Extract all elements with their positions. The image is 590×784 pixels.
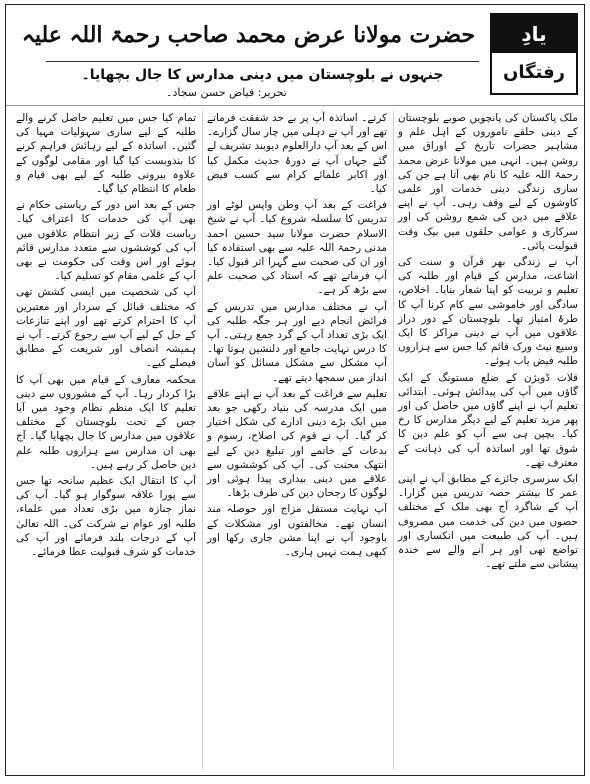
article-subtitle: جنہوں نے بلوچستان میں دینی مدارس کا جال بچھایا۔ xyxy=(46,61,479,86)
paragraph: ملک پاکستان کی پانچویں صوبے بلوچستان کے دینی حلقے ناموروں کے اہل علم و مشاہیر حضرات تاریخ کے اوراق میں روشن ہیں۔ انہی میں مولانا عرض محمد رحمۃ اللہ علیہ کا نام بھی آتا ہے جن کی ساری زندگی دینی خدمات اور علمی کاوشوں کے لیے وقف رہی۔ آپ نے اپنے علاقے میں دین کی شمع روشن کی اور سرکاری و عوامی حلقوں میں بیک وقت قبولیت پائی۔ xyxy=(398,112,578,252)
paragraph: تمام کیا جس میں تعلیم حاصل کرنے والے طلبہ کے لیے ساری سہولیات مہیا کی گئیں۔ اساتذہ کے لیے رہائش فراہم کرنے کا بندوبست کیا گیا اور مقامی لوگوں کے علاوہ بیرونی طلبہ کے لیے بھی قیام و طعام کا انتظام کیا گیا۔ xyxy=(16,112,196,196)
paragraph: جس کے بعد اس دور کے ریاستی حکام نے بھی آپ کی خدمات کا اعتراف کیا۔ ریاست قلات کے زیر انتظام علاقوں میں آپ کی کوششوں سے متعدد مدارس قائم ہوئے اور اس وقت کی حکومت نے بھی آپ کے علمی مقام کو تسلیم کیا۔ xyxy=(16,199,196,283)
masthead xyxy=(6,5,584,106)
paragraph: ایک سرسری جائزے کے مطابق آپ نے اپنی عمر کا بیشتر حصہ تدریس میں گزارا۔ آپ کے شاگرد آج بھی ملک کے مختلف حصوں میں دین کی خدمت میں مصروف ہیں۔ آپ کی طبیعت میں انکساری اور تواضع تھی اور ہر آنے والے سے خندہ پیشانی سے ملتے تھے۔ xyxy=(398,473,578,571)
article-page xyxy=(5,4,585,776)
article-column-3 xyxy=(12,111,196,769)
article-byline: تحریر: فیاض حسن سجاد۔ xyxy=(166,86,287,99)
paragraph: محکمہ معارف کے قیام میں بھی آپ کا بڑا کردار رہا۔ آپ کے مشوروں سے دینی تعلیم کا ایک منظم نظام وجود میں آیا جس کے تحت بلوچستان کے مختلف علاقوں میں مدارس کا جال بچھایا گیا۔ آج بھی ان مدارس سے ہزاروں طلبہ علم دین حاصل کر رہے ہیں۔ xyxy=(16,373,196,471)
badge-bottom-text: رفتگاں xyxy=(502,62,566,83)
article-column-2 xyxy=(202,111,387,769)
section-badge xyxy=(490,13,578,95)
paragraph: آپ کا انتقال ایک عظیم سانحہ تھا جس سے پورا علاقہ سوگوار ہو گیا۔ آپ کی نماز جنازہ میں بڑی تعداد میں علماء، طلبہ اور عوام نے شرکت کی۔ اللہ تعالیٰ آپ کے درجات بلند فرمائے اور آپ کی خدمات کو شرف قبولیت عطا فرمائے۔ xyxy=(16,475,196,559)
badge-top-text: یادِ xyxy=(492,15,576,53)
paragraph: آپ نے مختلف مدارس میں تدریس کے فرائض انجام دیے اور ہر جگہ طلبہ کی ایک بڑی تعداد آپ کے گرد جمع رہتی۔ آپ کا درس نہایت جامع اور دلنشین ہوتا تھا۔ آپ مشکل سے مشکل مسائل کو آسان انداز میں سمجھا دیتے تھے۔ xyxy=(207,300,387,384)
paragraph: آپ نے زندگی بھر قرآن و سنت کی اشاعت، مدارس کے قیام اور طلبہ کی تعلیم و تربیت کو اپنا شعار بنایا۔ اخلاص، سادگی اور خاموشی سے کام کرنا آپ کا طرۂ امتیاز تھا۔ بلوچستان کے دور دراز علاقوں میں آپ نے دینی مراکز کا ایک وسیع نیٹ ورک قائم کیا جس سے ہزاروں طلبہ فیض یاب ہوئے۔ xyxy=(398,256,578,368)
paragraph: تعلیم سے فراغت کے بعد آپ نے اپنے علاقے میں ایک مدرسہ کی بنیاد رکھی جو بعد میں ایک بڑے دینی ادارے کی شکل اختیار کر گیا۔ آپ نے قوم کی اصلاح، رسوم و بدعات کے خاتمے اور تبلیغ دین کے لیے انتھک محنت کی۔ آپ کی کوششوں سے علاقے میں دینی بیداری پیدا ہوئی اور لوگوں کا رجحان دین کی طرف بڑھا۔ xyxy=(207,387,387,500)
article-column-1 xyxy=(393,111,578,769)
paragraph: قلات ڈویژن کے ضلع مستونگ کے ایک گاؤں میں آپ کی پیدائش ہوئی۔ ابتدائی تعلیم آپ نے اپنے گاؤں میں حاصل کی اور پھر مزید تعلیم کے لیے دیگر مدارس کا رخ کیا۔ بچپن ہی سے آپ کو علم دین کا شوق تھا اور اساتذہ آپ کی ذہانت کے معترف تھے۔ xyxy=(398,371,578,469)
paragraph: آپ نہایت مستقل مزاج اور حوصلہ مند انسان تھے۔ مخالفتوں اور مشکلات کے باوجود آپ نے اپنا مشن جاری رکھا اور کبھی ہمت نہیں ہاری۔ xyxy=(207,503,387,559)
paragraph: فراغت کے بعد آپ وطن واپس لوٹے اور تدریس کا سلسلہ شروع کیا۔ آپ نے شیخ الاسلام حضرت مولانا سید حسین احمد مدنی رحمۃ اللہ علیہ سے بھی استفادہ کیا اور ان کی صحبت سے گہرا اثر قبول کیا۔ آپ فرماتے تھے کہ استاد کی صحبت علم سے بڑھ کر ہے۔ xyxy=(207,199,387,297)
paragraph: کرتے۔ اساتذہ آپ پر بے حد شفقت فرماتے تھے اور آپ نے دہلی میں چار سال گزارے۔ اس کے بعد آپ دارالعلوم دیوبند تشریف لے گئے جہاں آپ نے دورۂ حدیث مکمل کیا اور اکابر علمائے کرام سے کسب فیض کیا۔ xyxy=(207,112,387,196)
article-title: حضرت مولانا عرض محمد صاحب رحمۃ اللہ علیہ xyxy=(21,22,476,48)
paragraph: آپ کی شخصیت میں ایسی کشش تھی کہ مختلف قبائل کے سردار اور معتبرین آپ کا احترام کرتے تھے اور اپنے تنازعات کے حل کے لیے آپ سے رجوع کرتے۔ آپ نے ہمیشہ انصاف اور شریعت کے مطابق فیصلے کیے۔ xyxy=(16,286,196,370)
article-columns xyxy=(12,111,578,769)
